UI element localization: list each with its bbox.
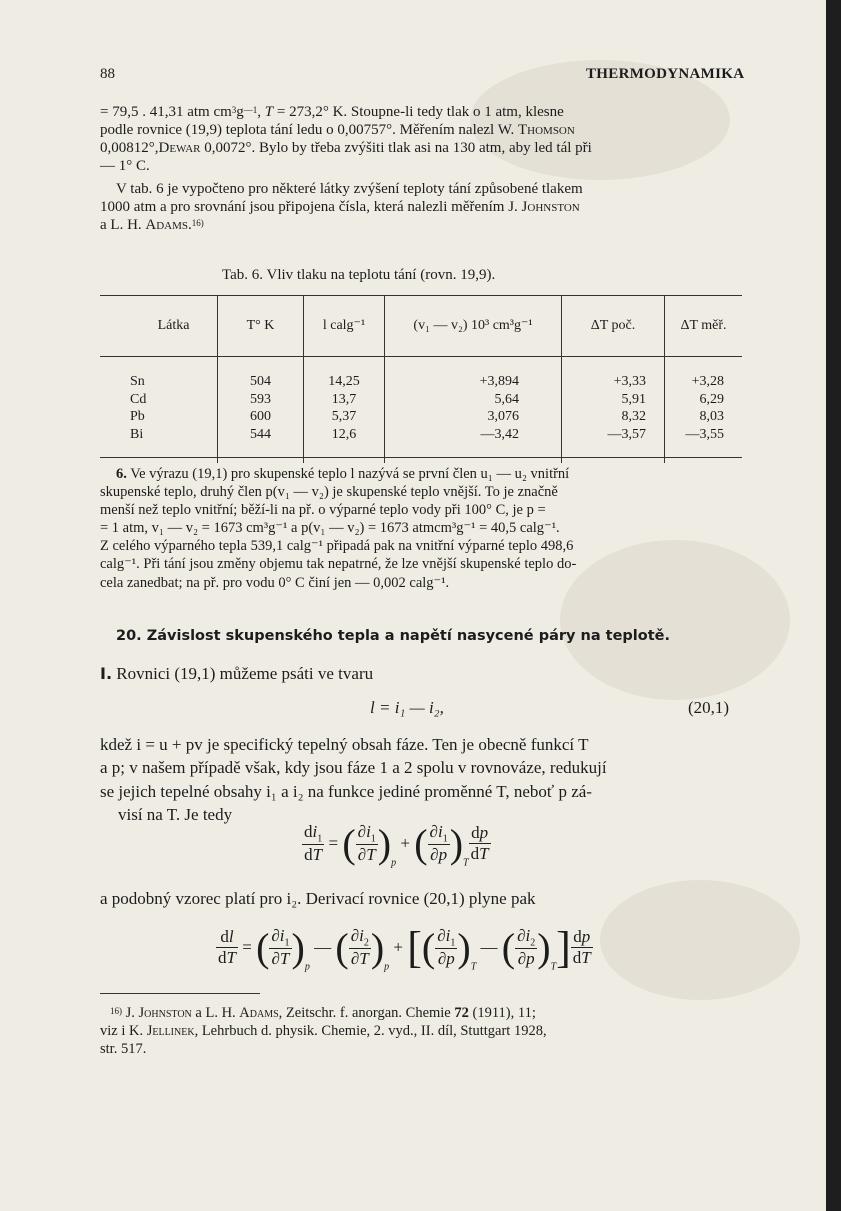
table-caption: Tab. 6. Vliv tlaku na teplotu tání (rovn. 19,9). <box>222 267 496 283</box>
col-header-dt-calc: ΔT poč. <box>562 295 665 357</box>
intro-line-4: — 1° C. <box>100 158 150 174</box>
section-title: 20. Závislost skupenského tepla a napětí nasycené páry na teplotě. <box>116 628 671 644</box>
cell-latent-heat: 12,6 <box>304 426 385 464</box>
cell-substance: Pb <box>130 409 145 424</box>
cell-latent-heat: 13,7 <box>304 391 385 409</box>
cell-dt-meas: 8,03 <box>665 408 743 426</box>
intro-line-1: = 79,5 . 41,31 atm $cm^3g^{—1}$, T = 273,2° K. Stoupne-li tedy tlak o 1 atm, klesne <box>100 104 564 120</box>
col-header-substance: Látka <box>100 295 218 357</box>
col-header-volume-change: (v₁ — v₂) 10³ cm³g⁻¹ <box>385 295 562 357</box>
cell-dt-meas: 6,29 <box>665 391 743 409</box>
cell-volume-change: +3,894 <box>385 357 562 391</box>
derivative-equation-2: $\frac{dl}{dT}$ = ( $\frac{\partial i_1}{\partial T}$ )$_p$ — ( $\frac{\partial i_2}{\partial T}$ )$_p$ + [( $\frac{\partial i_1}{\partial p}$ )$_T$ — ( $\frac{\partial i_2}{\partial p}$ )$_T$] $\frac{dp}{dT}$ <box>218 923 591 973</box>
para2-line-2: 1000 atm a pro srovnání jsou připojena čísla, která nalezli měřením J. Johnston <box>100 199 580 215</box>
para2-line-1: V tab. 6 je vypočteno pro některé látky zvýšení teploty tání způsobené tlakem <box>116 181 583 197</box>
cell-dt-calc: 8,32 <box>562 408 665 426</box>
cell-temperature: 544 <box>218 426 304 464</box>
cell-volume-change: 5,64 <box>385 391 562 409</box>
cell-volume-change: —3,42 <box>385 426 562 464</box>
col-header-dt-meas: ΔT měř. <box>665 295 743 357</box>
cell-substance: Bi <box>130 426 144 442</box>
table-row <box>100 408 742 426</box>
col-header-temperature: T° K <box>218 295 304 357</box>
melting-point-table <box>100 295 742 463</box>
cell-dt-calc: —3,57 <box>562 426 665 464</box>
cell-substance: Sn <box>130 374 145 389</box>
cell-latent-heat: 14,25 <box>304 357 385 391</box>
cell-latent-heat: 5,37 <box>304 408 385 426</box>
cell-dt-meas: +3,28 <box>665 357 743 391</box>
intro-line-2: podle rovnice (19,9) teplota tání ledu o 0,00757°. Měřením nalezl W. Thomson <box>100 122 575 138</box>
cell-dt-meas: —3,55 <box>665 426 743 464</box>
derivative-equation-1: $\frac{di_1}{dT}$ = ( $\frac{\partial i_1}{\partial T}$ )$_p$ + ( $\frac{\partial i_1}{\partial p}$ )$_T$ $\frac{dp}{dT}$ <box>304 821 489 869</box>
col-header-latent-heat: l calg⁻¹ <box>304 295 385 357</box>
intro-line-3: 0,00812°,Dewar 0,0072°. Bylo by třeba zvýšiti tlak asi na 130 atm, aby led tál při <box>100 140 592 156</box>
equation-20-1: l = i₁ — i₂, <box>370 698 444 717</box>
cell-temperature: 600 <box>218 408 304 426</box>
section-para-1: I. Rovnici (19,1) můžeme psáti ve tvaru <box>100 664 374 683</box>
cell-temperature: 504 <box>218 357 304 391</box>
section-para-3: a podobný vzorec platí pro i₂. Derivací rovnice (20,1) plyne pak <box>100 889 536 908</box>
page-number: 88 <box>100 66 115 82</box>
cell-dt-calc: +3,33 <box>562 357 665 391</box>
footnote-rule <box>100 993 260 994</box>
cell-volume-change: 3,076 <box>385 408 562 426</box>
table-header-row <box>100 295 742 357</box>
note-6: 6. Ve výrazu (19,1) pro skupenské teplo l nazývá se první člen u₁ — u₂ vnitřní skupenské teplo, druhý člen p(v₁ — v₂) je skupenské teplo vnější. To je značně menší než teplo vnitřní; běží-li na př. o výparné teplo vody při 100° C, je p = = 1 atm, v₁ — v₂ = 1673 cm³g⁻¹ a p(v₁ — v₂) = 1673 atmcm³g⁻¹ = 40,5 calg⁻¹. Z celého výparného tepla 539,1 calg⁻¹ připadá pak na vnitřní výparné teplo 498,6 calg⁻¹. Při tání jsou změny objemu tak nepatrné, že lze vnější skupenské teplo do- cela zanedbat; na př. pro vodu 0° C činí jen — 0,002 calg⁻¹. <box>100 466 577 591</box>
equation-20-1-number: (20,1) <box>688 698 730 717</box>
para2-line-3: a L. H. Adams.$^{16)}$ <box>100 217 204 233</box>
section-para-2: kdež i = u + pv je specifický tepelný obsah fáze. Ten je obecně funkcí T a p; v našem případě však, kdy jsou fáze 1 a 2 spolu v rovnováze, redukují se jejich tepelné obsahy i₁ a i₂ na funkce jediné proměnné T, neboť p zá- visí na T. Je tedy <box>100 735 607 825</box>
cell-substance: Cd <box>130 391 147 407</box>
cell-dt-calc: 5,91 <box>562 391 665 409</box>
table-row <box>100 357 742 391</box>
footnote-16: $^{16)}$ J. Johnston a L. H. Adams, Zeitschr. f. anorgan. Chemie 72 (1911), 11; viz i K. Jellinek, Lehrbuch d. physik. Chemie, 2. vyd., II. díl, Stuttgart 1928, str. 517. <box>100 1005 547 1057</box>
cell-temperature: 593 <box>218 391 304 409</box>
book-edge-shadow <box>826 0 841 1211</box>
table-row <box>100 391 742 409</box>
running-title: THERMODYNAMIKA <box>586 66 745 82</box>
